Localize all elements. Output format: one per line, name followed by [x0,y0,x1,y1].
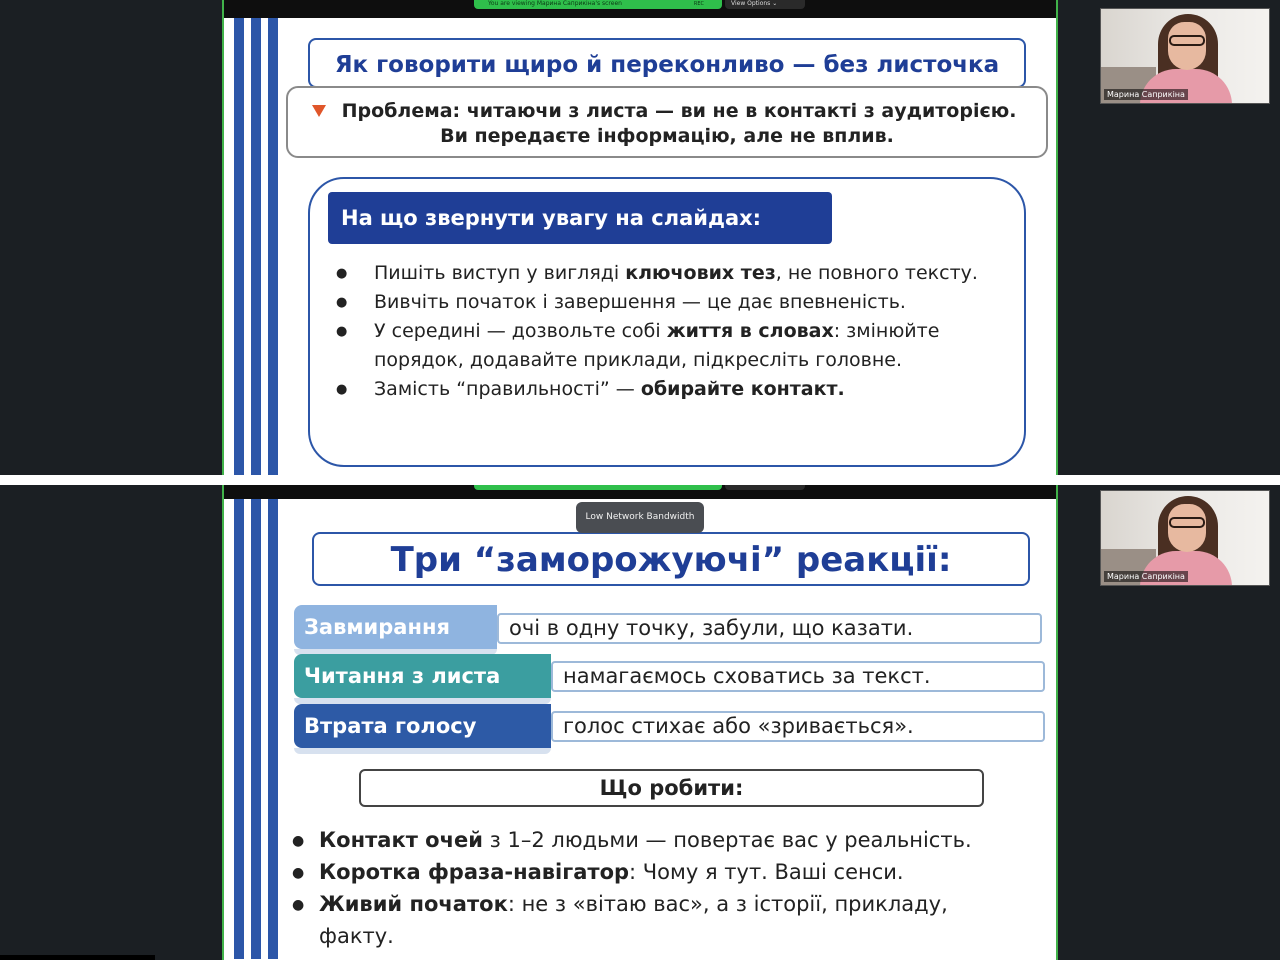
reaction-desc-box [551,711,1045,742]
bullet-bold: життя в словах [666,320,834,342]
participant-name-label: Марина Саприкіна [1104,571,1188,582]
taskbar-fragment [0,955,155,960]
problem-line-2: Ви передаєте інформацію, але не вплив. [440,125,894,147]
list-item [336,288,986,317]
list-item [292,888,1022,952]
todo-bullets [292,824,1022,952]
focus-heading: На що звернути увагу на слайдах: [328,192,832,244]
rec-indicator: REC [693,1,704,7]
slide-title [308,38,1026,88]
slide-title [312,532,1030,586]
low-bandwidth-toast: Low Network Bandwidth [576,502,704,533]
share-toolbar [222,485,1058,499]
share-status-pill[interactable] [474,0,722,9]
list-item [292,824,1022,856]
bullet-bold: обирайте контакт. [640,378,845,400]
focus-bullets [336,259,986,404]
bullet-bold: Коротка фраза-навігатор [319,860,630,884]
reaction-label [294,605,497,649]
list-item [336,375,986,404]
share-toolbar [222,0,1058,18]
bullet-bold: ключових тез [625,262,776,284]
glasses-icon [1169,35,1205,46]
list-item [336,317,986,375]
bullet-text: : Чому я тут. Ваші сенси. [629,860,904,884]
bullet-text: з 1–2 людьми — повертає вас у реальність. [482,828,972,852]
reaction-label [294,704,551,748]
bullet-text: Пишіть виступ у вигляді [374,262,626,284]
decorative-stripes [234,499,282,959]
bullet-bold: Живий початок [319,892,508,916]
bullet-text: Замість “правильності” — [374,378,641,400]
slide-title-text: Як говорити щиро й переконливо — без листочка [334,52,1000,78]
participant-video-tile[interactable] [1100,8,1270,104]
participant-name-label: Марина Саприкіна [1104,89,1188,100]
todo-heading: Що робити: [599,776,744,800]
reaction-desc: намагаємось сховатись за текст. [563,664,931,688]
reaction-desc: голос стихає або «зривається». [563,714,914,738]
decorative-stripes [234,18,282,475]
glasses-icon [1169,517,1205,528]
bullet-bold: Контакт очей [319,828,483,852]
share-status-pill[interactable] [474,485,722,490]
warning-triangle-icon [312,105,326,117]
bullet-text: , не повного тексту. [775,262,978,284]
list-item [292,856,1022,888]
share-status-text: You are viewing Марина Саприкіна's screen [488,0,622,7]
bullet-text: Вивчіть початок і завершення — це дає впевненість. [374,291,906,313]
view-options-button[interactable] [725,485,805,490]
todo-heading-box [359,769,984,807]
reaction-desc-box [497,613,1042,644]
reaction-desc: очі в одну точку, забули, що казати. [509,616,914,640]
reaction-label-text: Читання з листа [304,664,501,688]
problem-callout [286,86,1048,158]
problem-line-1: Проблема: читаючи з листа — ви не в контакті з аудиторією. [341,100,1017,122]
bullet-text: У середині — дозвольте собі [374,320,667,342]
bullet-text: : не з «вітаю вас», а з історії, прикладу, факту. [319,892,948,948]
view-options-button[interactable]: View Options ⌄ [725,0,805,9]
reaction-label-text: Завмирання [304,615,450,639]
meeting-panel-top [0,0,1280,475]
reaction-label-text: Втрата голосу [304,714,477,738]
participant-video-tile[interactable] [1100,490,1270,586]
slide-title-text: Три “заморожуючі” реакції: [390,540,952,580]
shared-slide-1 [222,0,1058,475]
reaction-desc-box [551,661,1045,692]
list-item [336,259,986,288]
screenshot-divider [0,475,1280,485]
reaction-label [294,654,551,698]
bullet-text: : змінюйте порядок, додавайте приклади, підкресліть головне. [374,320,940,371]
